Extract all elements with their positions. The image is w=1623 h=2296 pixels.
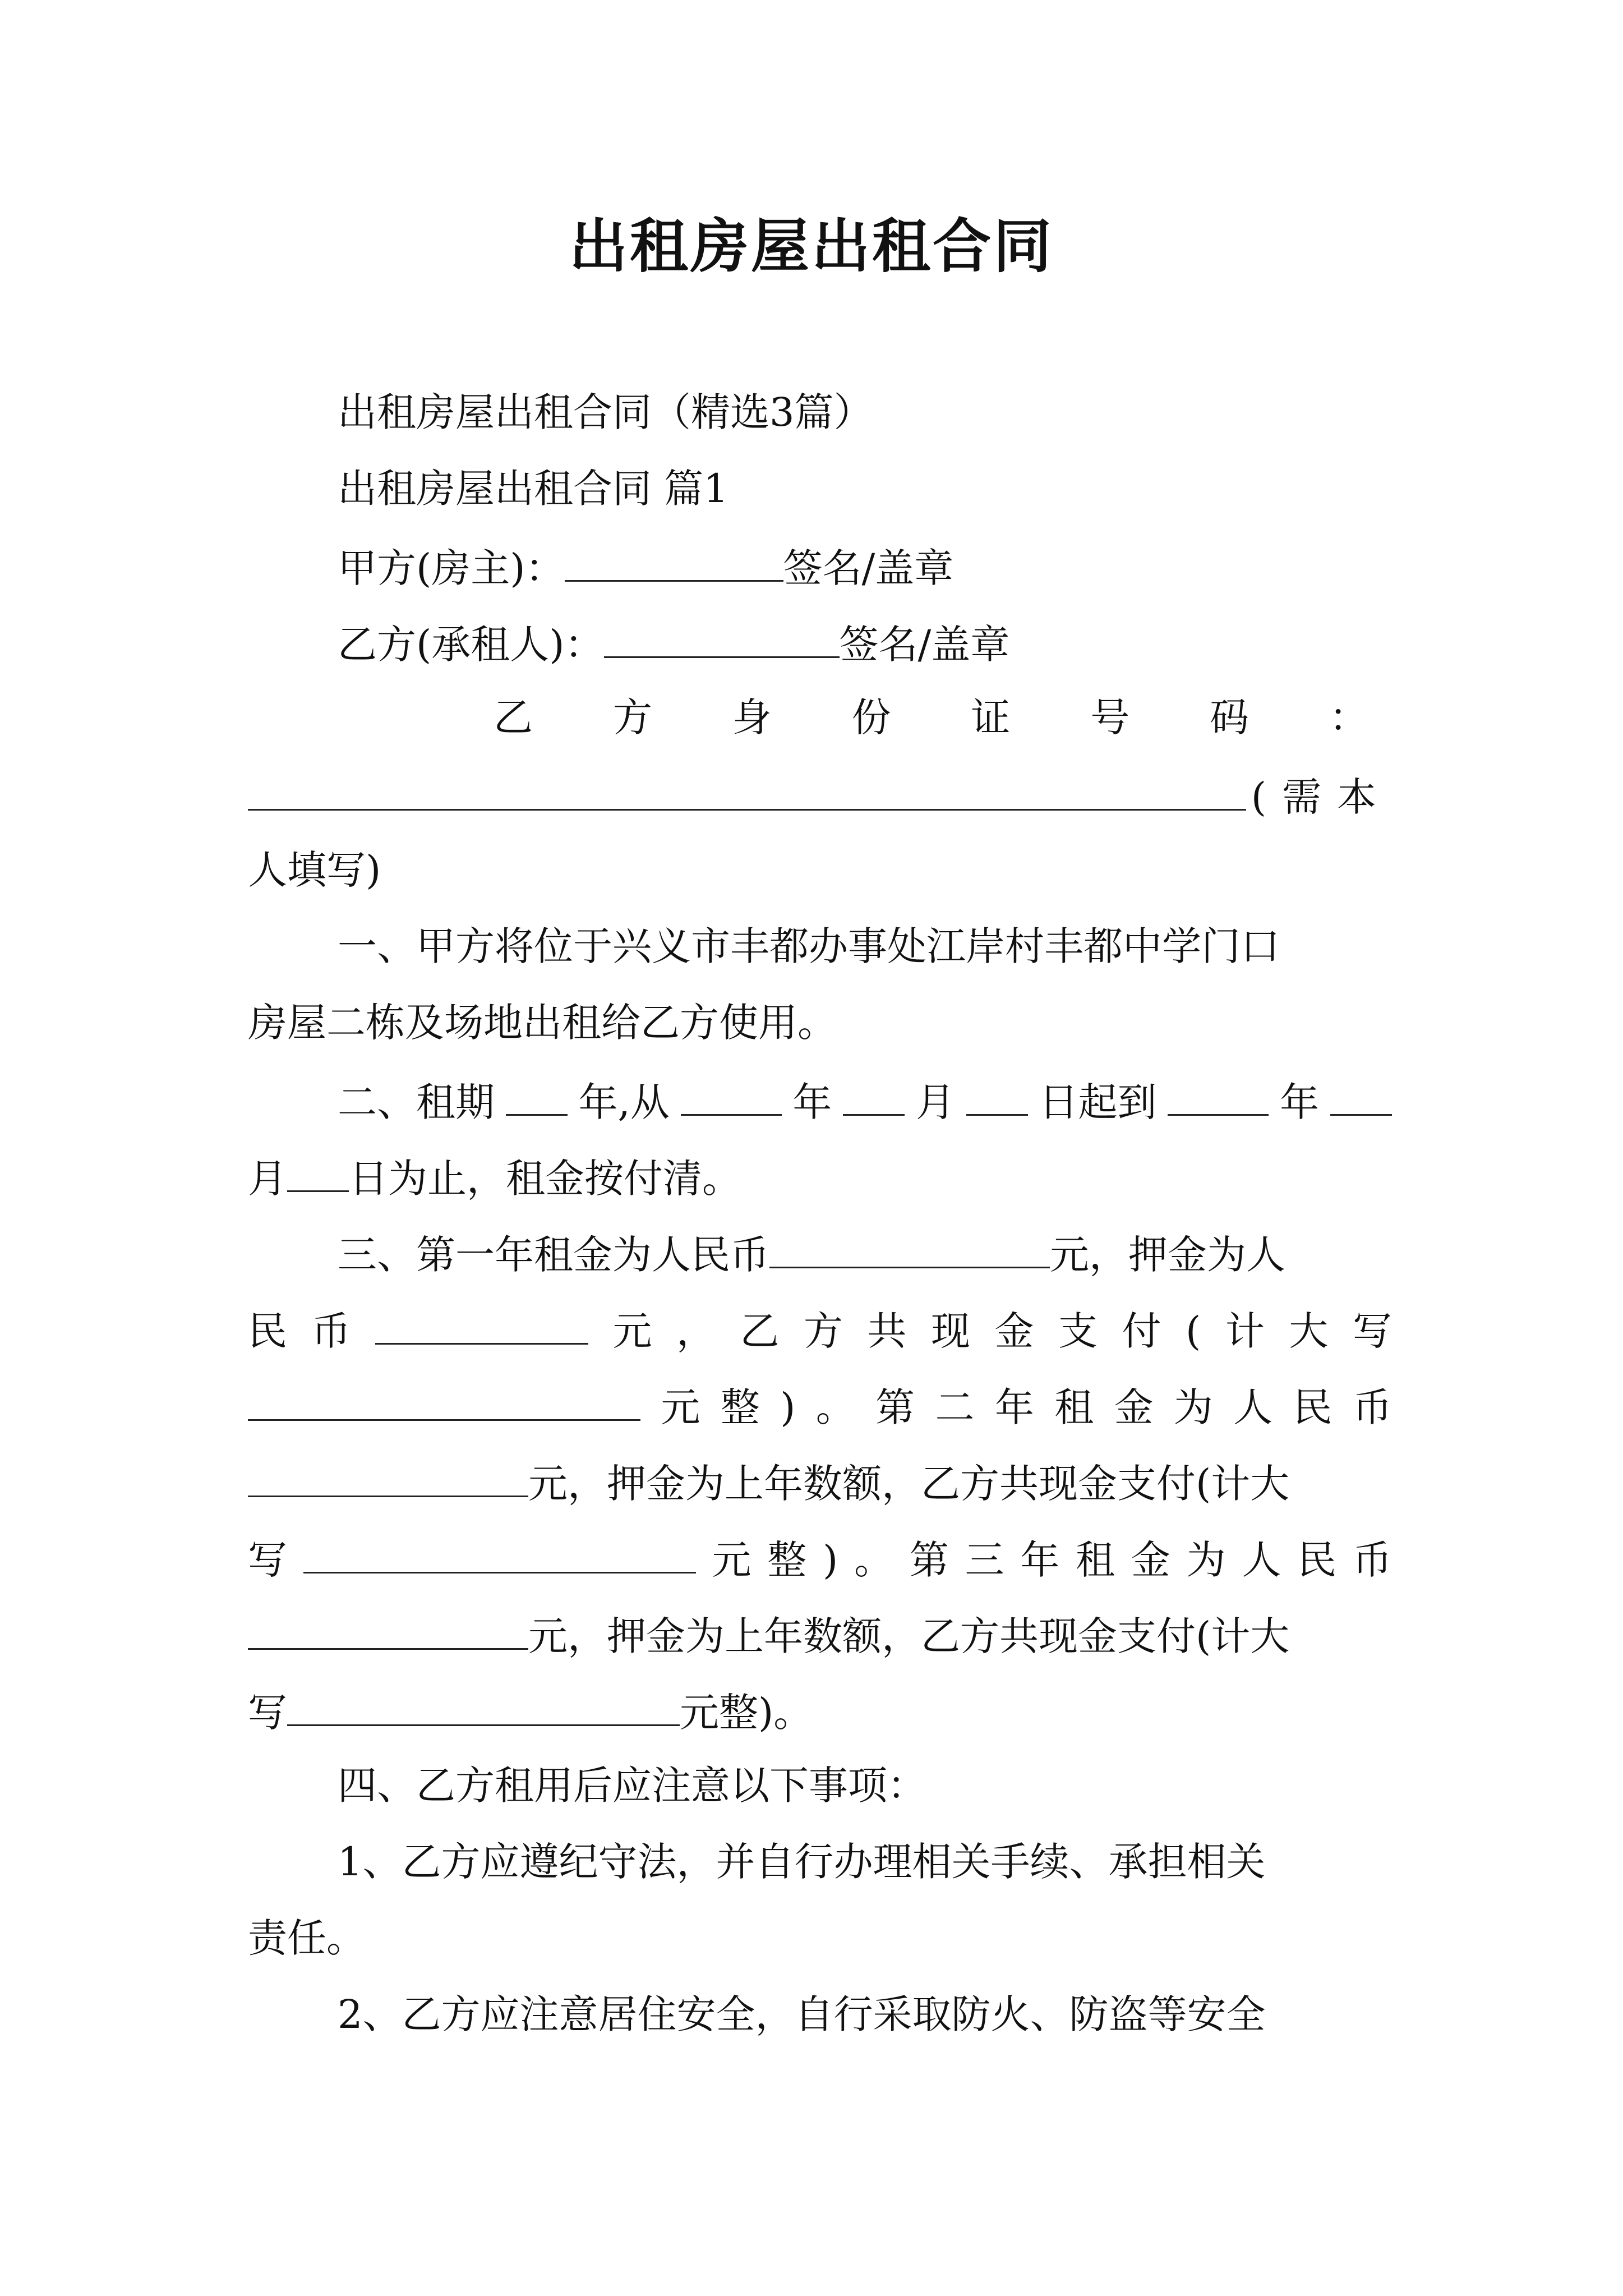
id-char: 号	[1090, 694, 1130, 740]
clause3-char: 整	[767, 1537, 807, 1583]
id-number-label-line	[494, 694, 1368, 745]
year1-total-words-blank[interactable]	[248, 1384, 640, 1421]
id-number-blank[interactable]	[248, 774, 1246, 811]
start-year-blank[interactable]	[681, 1079, 782, 1116]
year1-rent-blank[interactable]	[769, 1232, 1050, 1268]
clause3-line5	[248, 1537, 1392, 1584]
party-b-line	[248, 622, 1392, 669]
clause3-char: 为	[1186, 1537, 1226, 1583]
clause2-line1	[248, 1079, 1392, 1126]
document-title: 出租房屋出租合同	[569, 211, 1054, 280]
clause4-text: 责任。	[248, 1915, 366, 1961]
clause3-char: 民	[248, 1308, 287, 1354]
clause3-char: (	[1186, 1308, 1201, 1354]
year2-total-words-blank[interactable]	[303, 1537, 696, 1573]
clause3-char: 金	[1131, 1537, 1170, 1583]
clause3-line3	[248, 1384, 1392, 1432]
clause3-char: 计	[1225, 1308, 1265, 1354]
clause3-char: 二	[935, 1384, 975, 1430]
clause3-char: 方	[804, 1308, 843, 1354]
clause3-char: 元	[712, 1537, 751, 1583]
clause3-text: 写	[248, 1690, 287, 1736]
start-day-blank[interactable]	[966, 1079, 1028, 1116]
clause3-char: 共	[867, 1308, 907, 1354]
clause3-char: 现	[931, 1308, 970, 1354]
document-subtitle	[248, 389, 1392, 440]
clause2-text: 月	[915, 1079, 955, 1125]
clause4-item1-line2	[248, 1915, 1392, 1966]
clause4-heading-text: 四、乙方租用后应注意以下事项：	[338, 1763, 926, 1809]
clause3-char: 民	[1297, 1537, 1337, 1583]
clause1-text: 一、甲方将位于兴义市丰都办事处江岸村丰都中学门口	[338, 923, 1280, 969]
clause3-char: 元	[612, 1308, 652, 1354]
subtitle-text: 出租房屋出租合同（精选3篇）	[338, 389, 873, 435]
id-note-end-line	[248, 847, 1392, 898]
lease-years-blank[interactable]	[506, 1079, 568, 1116]
clause4-text: 1、乙方应遵纪守法，并自行办理相关手续、承担相关	[338, 1839, 1266, 1885]
clause3-char: 币	[311, 1308, 351, 1354]
clause4-item2-line1	[248, 1991, 1392, 2042]
clause2-text: 二、租期	[338, 1079, 495, 1125]
start-month-blank[interactable]	[843, 1079, 905, 1116]
clause3-line7	[248, 1690, 1392, 1737]
clause4-heading	[248, 1763, 1392, 1813]
clause3-char: 写	[1352, 1308, 1392, 1354]
clause3-char: 大	[1289, 1308, 1329, 1354]
party-a-label: 甲方(房主)：	[338, 545, 565, 591]
id-note: (需本	[1251, 774, 1392, 820]
clause3-char: 付	[1122, 1308, 1161, 1354]
clause2-text: 年	[792, 1079, 832, 1125]
clause4-text: 2、乙方应注意居住安全，自行采取防火、防盗等安全	[338, 1991, 1266, 2037]
clause3-char: 民	[1293, 1384, 1332, 1430]
clause3-text: 元，押金为上年数额，乙方共现金支付(计大	[528, 1613, 1290, 1659]
clause3-char: 币	[1352, 1384, 1392, 1430]
clause3-char: 写	[248, 1537, 287, 1583]
clause2-text: 年	[1280, 1079, 1320, 1125]
clause3-line2	[248, 1308, 1392, 1355]
id-char: 码	[1210, 694, 1249, 740]
clause3-text: 三、第一年租金为人民币	[338, 1232, 769, 1278]
clause2-line2	[248, 1156, 1392, 1203]
id-char: 证	[971, 694, 1011, 740]
clause3-text: 元整)。	[680, 1690, 813, 1736]
clause2-text: 日为止，租金按付清。	[349, 1156, 741, 1202]
clause2-text: 月	[248, 1156, 287, 1202]
clause4-item1-line1	[248, 1839, 1392, 1889]
clause3-char: 。	[815, 1384, 855, 1430]
id-char: 方	[612, 694, 652, 740]
clause3-char: 乙	[740, 1308, 780, 1354]
clause3-char: )	[823, 1537, 838, 1583]
id-char: 乙	[494, 694, 533, 740]
id-number-blank-line	[248, 774, 1392, 821]
end-day-blank[interactable]	[287, 1156, 349, 1192]
clause3-char: 金	[994, 1308, 1034, 1354]
clause3-text: 元，押金为人	[1050, 1232, 1285, 1278]
clause3-char: 人	[1233, 1384, 1273, 1430]
clause1-line2	[248, 1000, 1392, 1050]
clause3-char: 人	[1242, 1537, 1281, 1583]
clause3-char: 租	[1076, 1537, 1115, 1583]
clause3-char: )	[780, 1384, 796, 1430]
party-b-signature-blank[interactable]	[604, 622, 840, 658]
id-char: ：	[1329, 694, 1368, 740]
clause3-char: 第	[909, 1537, 949, 1583]
clause3-char: 年	[994, 1384, 1034, 1430]
clause2-text: 年,从	[578, 1079, 670, 1125]
clause3-text: 元，押金为上年数额，乙方共现金支付(计大	[528, 1461, 1290, 1507]
end-year-blank[interactable]	[1168, 1079, 1269, 1116]
clause3-line6	[248, 1613, 1392, 1660]
section-heading-text: 出租房屋出租合同 篇1	[338, 466, 728, 512]
end-month-blank[interactable]	[1330, 1079, 1392, 1116]
party-a-suffix: 签名/盖章	[783, 545, 954, 591]
clause2-text: 日起到	[1039, 1079, 1157, 1125]
clause3-line1	[248, 1232, 1392, 1279]
id-note-end: 人填写)	[248, 847, 381, 893]
party-a-signature-blank[interactable]	[565, 545, 783, 582]
clause3-char: 三	[965, 1537, 1004, 1583]
clause3-char: 元	[661, 1384, 700, 1430]
year1-deposit-blank[interactable]	[375, 1308, 588, 1345]
clause3-char: 租	[1054, 1384, 1094, 1430]
clause3-char: 为	[1173, 1384, 1213, 1430]
year3-rent-blank[interactable]	[248, 1613, 528, 1650]
clause1-line1	[248, 923, 1392, 974]
party-b-label: 乙方(承租人)：	[338, 622, 604, 668]
year2-rent-blank[interactable]	[248, 1461, 528, 1497]
id-char: 身	[732, 694, 772, 740]
clause3-char: 整	[720, 1384, 760, 1430]
clause3-char: 。	[854, 1537, 894, 1583]
party-b-suffix: 签名/盖章	[839, 622, 1010, 668]
clause3-char: ，	[676, 1308, 716, 1354]
year3-total-words-blank[interactable]	[287, 1690, 680, 1726]
clause1-text: 房屋二栋及场地出租给乙方使用。	[248, 1000, 837, 1046]
clause3-char: 币	[1352, 1537, 1392, 1583]
clause3-char: 年	[1020, 1537, 1060, 1583]
clause3-char: 第	[875, 1384, 915, 1430]
clause3-line4	[248, 1461, 1392, 1508]
clause3-char: 支	[1058, 1308, 1098, 1354]
id-char: 份	[851, 694, 891, 740]
section-heading	[248, 466, 1392, 516]
party-a-line	[248, 545, 1392, 592]
clause3-char: 金	[1114, 1384, 1154, 1430]
